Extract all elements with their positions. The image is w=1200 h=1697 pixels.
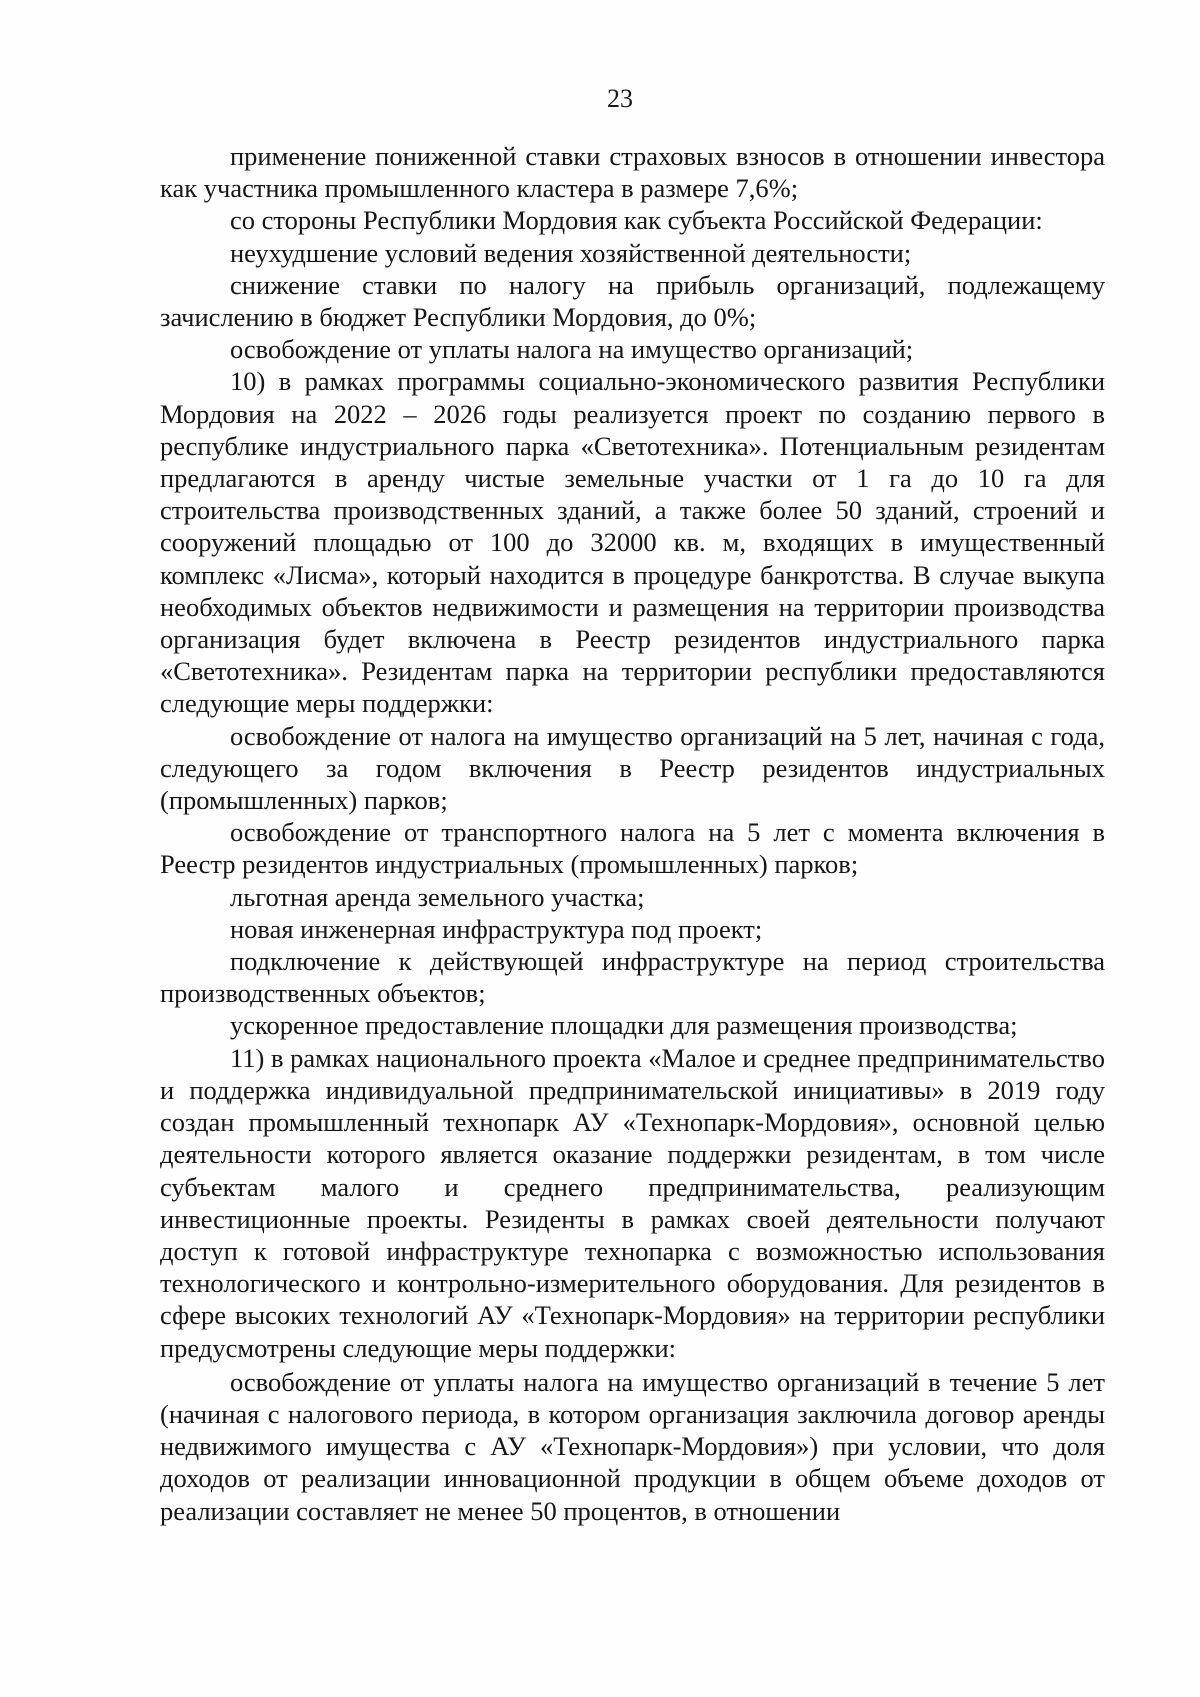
paragraph: ускоренное предоставление площадки для размещения производства;	[230, 1010, 1018, 1041]
document-body	[160, 140, 1105, 1527]
page-number: 23	[607, 84, 633, 113]
paragraph: снижение ставки по налогу на прибыль организаций, подлежащему зачислению в бюджет Республики Мордовия, до 0%;	[160, 269, 1105, 333]
paragraph: 10) в рамках программы социально-экономического развития Республики Мордовия на 2022 – 2026 годы реализуется проект по созданию первого в республике индустриального парка «Светотехника». Потенциальным резидентам предлагаются в аренду чистые земельные участки от 1 га до 10 га для строительства производственных зданий, а также более 50 зданий, строений и сооружений площадью от 100 до 32000 кв. м, входящих в имущественный комплекс «Лисма», который находится в процедуре банкротства. В случае выкупа необходимых объектов недвижимости и размещения на территории производства организация будет включена в Реестр резидентов индустриального парка «Светотехника». Резидентам парка на территории республики предоставляются следующие меры поддержки:	[160, 366, 1105, 719]
paragraph: освобождение от уплаты налога на имущество организаций;	[230, 334, 914, 365]
paragraph: неухудшение условий ведения хозяйственной деятельности;	[230, 237, 912, 268]
paragraph: льготная аренда земельного участка;	[230, 881, 645, 912]
paragraph: применение пониженной ставки страховых взносов в отношении инвестора как участника промышленного кластера в размере 7,6%;	[160, 141, 1105, 204]
paragraph: подключение к действующей инфраструктуре на период строительства производственных объектов;	[160, 946, 1105, 1009]
paragraph: новая инженерная инфраструктура под проект;	[230, 913, 763, 944]
paragraph: со стороны Республики Мордовия как субъекта Российской Федерации:	[230, 205, 1043, 236]
paragraph: освобождение от налога на имущество организаций на 5 лет, начиная с года, следующего за годом включения в Реестр резидентов индустриальных (промышленных) парков;	[160, 720, 1105, 816]
paragraph: 11) в рамках национального проекта «Малое и среднее предпринимательство и поддержка индивидуальной предпринимательской инициативы» в 2019 году создан промышленный технопарк АУ «Технопарк-Мордовия», основной целью деятельности которого является оказание поддержки резидентам, в том числе субъектам малого и среднего предпринимательства, реализующим инвестиционные проекты. Резиденты в рамках своей деятельности получают доступ к готовой инфраструктуре технопарка с возможностью использования технологического и контрольно-измерительного оборудования. Для резидентов в сфере высоких технологий АУ «Технопарк-Мордовия» на территории республики предусмотрены следующие меры поддержки:	[160, 1042, 1105, 1363]
paragraph: освобождение от уплаты налога на имущество организаций в течение 5 лет (начиная с налогового периода, в котором организация заключила договор аренды недвижимого имущества с АУ «Технопарк-Мордовия») при условии, что доля доходов от реализации инновационной продукции в общем объеме доходов от реализации составляет не менее 50 процентов, в отношении	[160, 1366, 1105, 1526]
paragraph: освобождение от транспортного налога на 5 лет с момента включения в Реестр резидентов индустриальных (промышленных) парков;	[160, 817, 1105, 880]
